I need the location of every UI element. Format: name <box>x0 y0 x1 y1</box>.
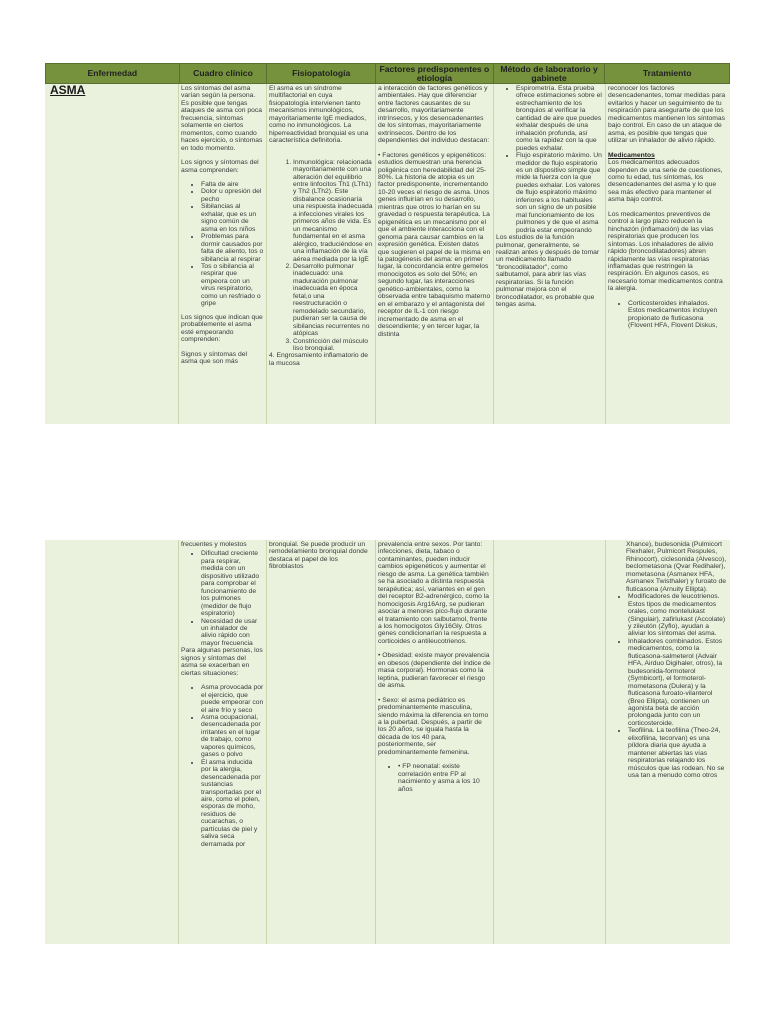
list-item: • El asma inducida por la alergia, desencadenada por sustancias transportadas por el aire, como el polen, esporas de moho, residuos de cucarachas, o partículas de piel y saliva seca derramada por <box>201 759 264 848</box>
cell-fisiopatologia <box>267 84 376 424</box>
header-cuadro-clinico: Cuadro clínico <box>180 64 268 83</box>
tratamiento-text: Los medicamentos preventivos de control a largo plazo reducen la hinchazón (inflamación) de las vías respiratorias que producen los síntomas. Los inhaladores de alivio rápido (broncodilatadores) abren rápidamente las vías respiratorias inflamadas que restringen la respiración. En algunos casos, es necesario tomar medicamentos contra la alergia. <box>608 210 723 293</box>
list-item: • Dificultad creciente para respirar, medida con un dispositivo utilizado para comprobar el funcionamiento de los pulmones (medidor de flujo espiratorio) <box>201 550 264 617</box>
list-item: • Modificadores de leucotrienos. Estos tipos de medicamentos orales, como montelukast (Singulair), zafirlukast (Accolate) y zileutón (Zyflo), ayudan a aliviar los síntomas del asma. <box>628 593 728 638</box>
tratamiento-list <box>608 593 728 779</box>
cell-factores <box>376 84 494 424</box>
tratamiento-text: reconocer los factores desencadenantes, tomar medidas para evitarlos y hacer un seguimiento de tu respiración para asegurarte de que los medicamentos mantienen los síntomas bajo control. En caso de un ataque de asma, es posible que tengas que utilizar un inhalador de alivio rápido. <box>608 85 726 145</box>
list-item: • Problemas para dormir causados por falta de aliento, tos o sibilancia al respirar <box>201 233 264 263</box>
tratamiento-list <box>608 300 728 330</box>
cell-cuadro-clinico <box>179 540 267 944</box>
cell-factores <box>376 540 494 944</box>
header-factores: Factores predisponentes o etiología <box>376 64 494 83</box>
factores-text: • Sexo: el asma pediátrico es predominantemente masculina, siendo máxima la diferencia en torno a la pubertad. Después, a partir de los 20 años, se iguala hasta la década de los 40 para, posteriormente, ser predominantemente femenina. <box>378 696 489 756</box>
factores-text: • Obesidad: existe mayor prevalencia en obesos (dependiente del índice de masa corporal). Hormonas como la leptina, pudieran favorecer el riesgo de asma. <box>378 652 491 690</box>
cell-tratamiento <box>606 540 730 944</box>
list-item: 2. Desarrollo pulmonar inadecuado: una maduración pulmonar inadecuada en época fetal,o una reestructuración o remodelado secundario, pudieran ser la causa de sibilancias recurrentes no atópicas <box>293 263 373 338</box>
table-page-2 <box>45 540 730 944</box>
cell-metodo <box>494 540 606 944</box>
cell-enfermedad <box>45 540 179 944</box>
list-item: • Asma provocada por el ejercicio, que puede empeorar con el aire frío y seco <box>201 684 264 714</box>
fisio-text: El asma es un síndrome multifactorial en cuya fisiopatología intervienen tanto mecanismos inmunológicos, mayoritariamente IgE mediados, como no inmunológicos. La hiperreactividad bronquial es una característica definitoria. <box>269 85 369 145</box>
situations-list <box>181 684 264 848</box>
factores-text: a interacción de factores genéticos y ambientales. Hay que diferenciar entre factores causantes de su desarrollo, mayoritariamente intrínsecos, y los desencadenantes de los síntomas, mayoritariamente extrínsecos. Dentro de los dependientes del individuo destacan: <box>378 85 490 145</box>
cell-tratamiento <box>606 84 730 424</box>
factores-text: prevalencia entre sexos. Por tanto: infecciones, dieta, tabaco o contaminantes, pueden inducir cambios epigenéticos y aumentar el riesgo de asma. La genética también se ha asociado a distinta respuesta terapéutica; así, variantes en el gen del receptor B2-adrenérgico, como la homocigosis Arg16Arg, se pudieran asociar a menores pico-flujo durante el tratamiento con salbutamol, frente a los homocigotos Gly16Gly. Otros genes condicionarían la respuesta a corticoides o antileucotrienos. <box>378 541 490 645</box>
metodo-text: Los estudios de la función pulmonar, generalmente, se realizan antes y después de tomar un medicamento llamado "broncodilatador", como salbutamol, para abrir las vías respiratorias. Si la función pulmonar mejora con el broncodilatador, es probable que tengas asma. <box>496 234 600 309</box>
cuadro-text: Los signos y síntomas del asma comprenden: <box>181 159 259 174</box>
factores-text: • Factores genéticos y epigenéticos: estudios demuestran una herencia poligénica con heredabilidad del 25-80%. La historia de atopia es un factor predisponente, incrementando 10-20 veces el riesgo de asma. Unos genes influirían en su desarrollo, mientras que otros lo harían en su gravedad o respuesta terapéutica. La epigenética es un mecanismo por el que el ambiente interacciona con el genoma para causar cambios en la expresión genética. Existen datos que sugieren el papel de la misma en la patogénesis del asma: en primer lugar, la concordancia entre gemelos monocigotos es solo del 50%; en segundo lugar, las interacciones genético-ambientales, como la observada entre tabaquismo materno en el embarazo y el antagonista del receptor de IL-1 con riesgo incrementado de asma en el descendiente; y en tercer lugar, la distinta <box>378 151 491 338</box>
table-page-1 <box>45 63 730 424</box>
list-item: • Espirometría. Esta prueba ofrece estimaciones sobre el estrechamiento de los bronquios al verificar la cantidad de aire que puedes exhalar después de una inhalación profunda, así como la rapidez con la que puedes exhalar. <box>516 85 603 152</box>
tratamiento-text: Xhance), budesonida (Pulmicort Flexhaler, Pulmicort Respules, Rhinocort), ciclesonida (Alvesco), beclometasona (Qvar Redihaler), mometasona (Asmanex HFA, Asmanex Twisthaler) y furoato de fluticasona (Arnuity Ellipta). <box>626 541 727 593</box>
list-item: • Teofilina. La teofilina (Theo-24, elixofilina, tecorvan) es una píldora diaria que ayuda a mantener abiertas las vías respiratorias relajando los músculos que las rodean. No se usa tan a menudo como otros <box>628 727 728 779</box>
list-item: 3. Constricción del músculo liso bronquial. <box>293 338 373 353</box>
table-row <box>45 540 730 944</box>
symptoms-list <box>181 550 264 647</box>
cuadro-text: frecuentes y molestos <box>181 541 247 548</box>
list-item: • Asma ocupacional, desencadenada por irritantes en el lugar de trabajo, como vapores químicos, gases o polvo <box>201 714 264 759</box>
list-item: 1. Inmunológica: relacionada mayoritariamente con una alteración del equilibrio entre linfocitos Th1 (LTh1) y Th2 (LTh2). Este disbalance ocasionaría una respuesta inadecuada a infecciones virales los primeros años de vida. Es un mecanismo fundamental en el asma alérgico, traduciéndose en una inflamación de la vía aérea mediada por la IgE <box>293 159 373 263</box>
metodo-list <box>496 85 603 234</box>
list-item: • Falta de aire <box>201 181 264 188</box>
tratamiento-text: Los medicamentos adecuados dependen de una serie de cuestiones, como tu edad, tus síntomas, los desencadenantes del asma y lo que sea más efectivo para mantener el asma bajo control. <box>608 159 723 204</box>
cuadro-text: Signos y síntomas del asma que son más <box>181 350 248 365</box>
list-item: • Tos o sibilancia al respirar que empeora con un virus respiratorio, como un resfriado o gripe <box>201 263 264 308</box>
disease-name: ASMA <box>50 84 86 97</box>
cuadro-text: Para algunas personas, los signos y síntomas del asma se exacerban en ciertas situaciones: <box>181 647 263 677</box>
cell-cuadro-clinico <box>179 84 267 424</box>
symptoms-list <box>181 181 264 308</box>
cell-metodo <box>494 84 606 424</box>
fisio-text: 4. Engrosamiento inflamatorio de la mucosa <box>269 352 369 367</box>
cuadro-text: Los síntomas del asma varían según la persona. Es posible que tengas ataques de asma con poca frecuencia, síntomas solamente en ciertos momentos, como cuando haces ejercicio, o síntomas en todo momento. <box>181 85 263 152</box>
medicamentos-heading: Medicamentos <box>608 151 655 159</box>
header-fisiopatologia: Fisiopatología <box>267 64 376 83</box>
list-item: • Necesidad de usar un inhalador de alivio rápido con mayor frecuencia <box>201 618 264 648</box>
fisio-text: bronquial. Se puede producir un remodelamiento bronquial donde destaca el papel de los fibroblastos <box>269 541 368 571</box>
list-item: • • FP neonatal: existe correlación entre FP al nacimiento y asma a los 10 años <box>398 763 491 793</box>
header-enfermedad: Enfermedad <box>46 64 180 83</box>
cell-fisiopatologia <box>267 540 376 944</box>
header-tratamiento: Tratamiento <box>642 68 692 78</box>
table-header <box>45 63 730 84</box>
factores-list <box>378 763 491 793</box>
fisio-list <box>269 159 373 353</box>
list-item: • Corticosteroides inhalados. Estos medicamentos incluyen propionato de fluticasona (Flovent HFA, Flovent Diskus, <box>628 300 728 330</box>
cuadro-text: Los signos que indican que probablemente el asma esté empeorando comprenden: <box>181 313 263 344</box>
cell-enfermedad <box>45 84 179 424</box>
table-row <box>45 84 730 424</box>
list-item: • Inhaladores combinados. Estos medicamentos, como la fluticasona-salmeterol (Advair HFA, Airduo Digihaler, otros), la budesonida-formoterol (Symbicort), el formoterol-mometasona (Dulera) y la fluticasona furoato-vilanterol (Breo Ellipta), contienen un agonista beta de acción prolongada junto con un corticosteroide. <box>628 638 728 727</box>
header-metodo: Método de laboratorio y gabinete <box>494 64 606 83</box>
list-item: • Flujo espiratorio máximo. Un medidor de flujo espiratorio es un dispositivo simple que mide la fuerza con la que puedes exhalar. Los valores de flujo espiratorio máximo inferiores a los habituales son un signo de un posible mal funcionamiento de los pulmones y de que el asma podría estar empeorando <box>516 152 603 234</box>
list-item: • Dolor u opresión del pecho <box>201 188 264 203</box>
list-item: • Sibilancias al exhalar, que es un signo común de asma en los niños <box>201 203 264 233</box>
